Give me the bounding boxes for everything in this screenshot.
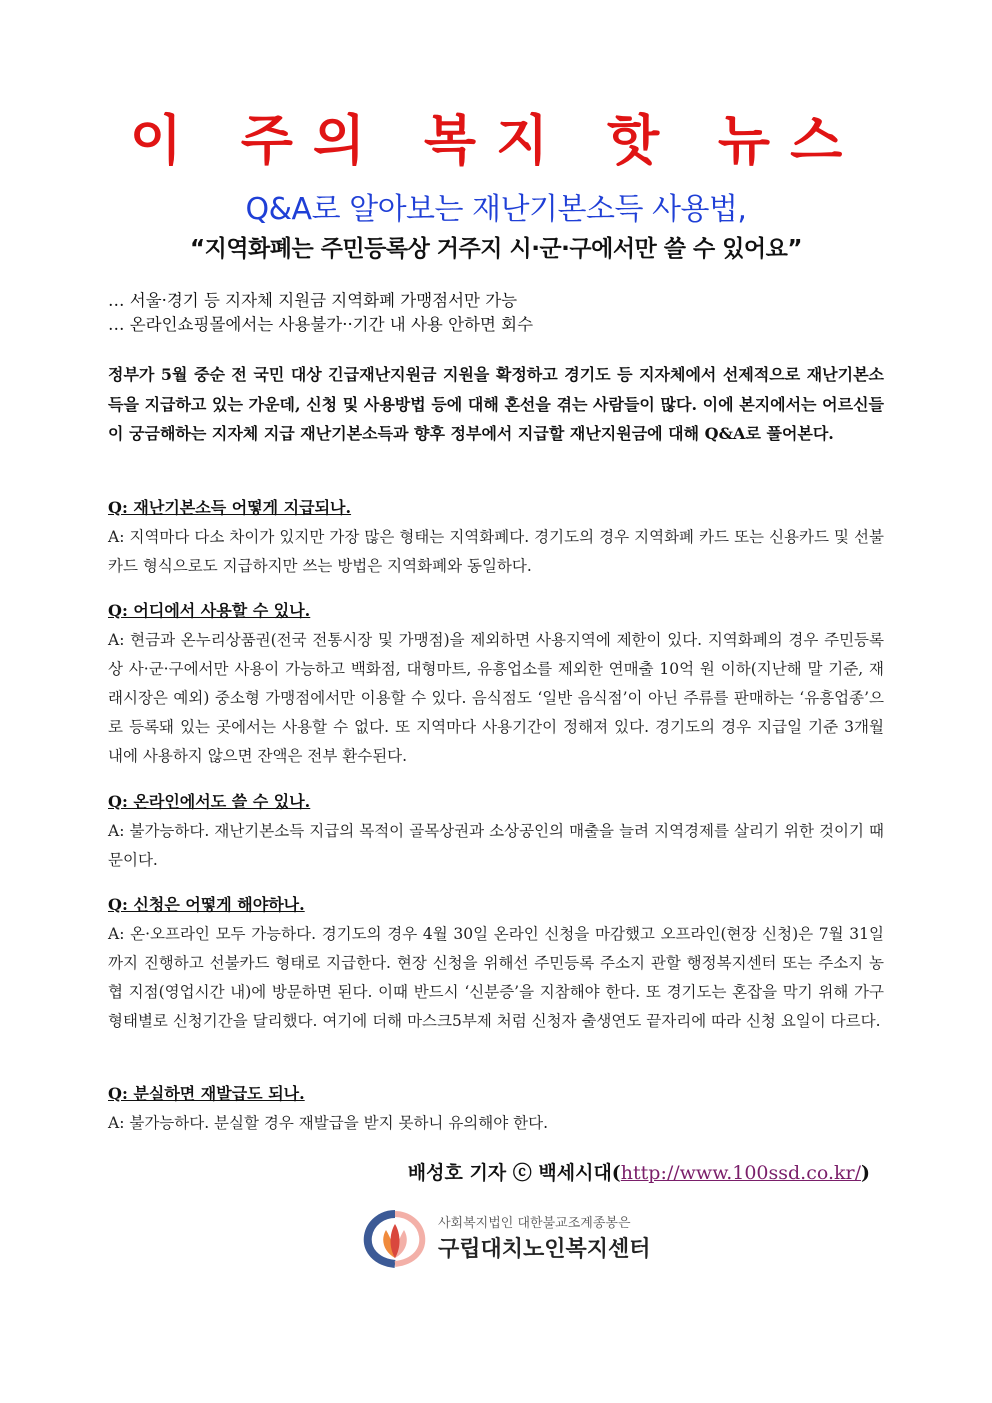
lotus-logo-icon — [362, 1208, 428, 1268]
answer: A: 불가능하다. 분실할 경우 재발급을 받지 못하니 유의해야 한다. — [108, 1114, 549, 1132]
answer: A: 불가능하다. 재난기본소득 지급의 목적이 골목상권과 소상공인의 매출을 늘려 지역경제를 살리기 위한 것이기 때문이다. — [108, 822, 884, 869]
lead-paragraph: 정부가 5월 중순 전 국민 대상 긴급재난지원금 지원을 확정하고 경기도 등 지자체에서 선제적으로 재난기본소득을 지급하고 있는 가운데, 신청 및 사용방법 등에 대해 혼선을 겪는 사람들이 많다. 이에 본지에서는 어르신들이 궁금해하는 지자체 지급 재난기본소득과 향후 정부에서 지급할 재난지원금에 대해 Q&A로 풀어본다. — [108, 365, 884, 443]
question: Q: 재난기본소득 어떻게 지급되나. — [108, 498, 352, 517]
qa-item — [108, 892, 884, 1036]
article-headline: Q&A로 알아보는 재난기본소득 사용법, — [245, 192, 747, 227]
qa-item — [108, 1081, 884, 1138]
answer: A: 온·오프라인 모두 가능하다. 경기도의 경우 4월 30일 온라인 신청을 마감했고 오프라인(현장 신청)은 7월 31일까지 진행하고 선불카드 형태로 지급한다. 현장 신청을 위해선 주민등록 주소지 관할 행정복지센터 또는 주소지 농협 지점(영업시간 내)에 방문하면 된다. 이때 반드시 ‘신분증’을 지참해야 한다. 또 경기도는 혼잡을 막기 위해 가구형태별로 신청기간을 달리했다. 여기에 더해 마스크5부제 처럼 신청자 출생연도 끝자리에 따라 신청 요일이 다르다. — [108, 925, 884, 1030]
byline-close: ) — [861, 1162, 870, 1184]
summary-bullets — [108, 289, 888, 337]
answer: A: 현금과 온누리상품권(전국 전통시장 및 가맹점)을 제외하면 사용지역에 제한이 있다. 지역화폐의 경우 주민등록상 사·군·구에서만 사용이 가능하고 백화점, 대형마트, 유흥업소를 제외한 연매출 10억 원 이하(지난해 말 기준, 재래시장은 예외) 중소형 가맹점에서만 이용할 수 있다. 음식점도 ‘일반 음식점’이 아닌 주류를 판매하는 ‘유흥업종’으로 등록돼 있는 곳에서는 사용할 수 없다. 또 지역마다 사용기간이 정해져 있다. 경기도의 경우 지급일 기준 3개월 내에 사용하지 않으면 잔액은 전부 환수된다. — [108, 631, 884, 765]
qa-item — [108, 495, 884, 581]
question: Q: 어디에서 사용할 수 있나. — [108, 601, 311, 620]
summary-bullet: … 서울·경기 등 지자체 지원금 지역화폐 가맹점서만 가능 — [108, 291, 518, 310]
logo-name: 구립대치노인복지센터 — [438, 1237, 651, 1262]
qa-item — [108, 598, 884, 771]
center-logo — [362, 1208, 652, 1268]
question: Q: 신청은 어떻게 해야하나. — [108, 895, 305, 914]
answer: A: 지역마다 다소 차이가 있지만 가장 많은 형태는 지역화폐다. 경기도의 경우 지역화폐 카드 또는 신용카드 및 선불카드 형식으로도 지급하지만 쓰는 방법은 지역화폐와 동일하다. — [108, 528, 884, 575]
byline-text: 배성호 기자 ⓒ 백세시대( — [407, 1162, 621, 1184]
logo-subtext: 사회복지법인 대한불교조계종봉은 — [438, 1216, 631, 1231]
source-link[interactable]: http://www.100ssd.co.kr/ — [620, 1162, 861, 1184]
summary-bullet: … 온라인쇼핑몰에서는 사용불가··기간 내 사용 안하면 회수 — [108, 315, 534, 334]
qa-item — [108, 789, 884, 875]
article-subheadline: “지역화폐는 주민등록상 거주지 시·군·구에서만 쓸 수 있어요” — [190, 236, 802, 262]
question: Q: 온라인에서도 쓸 수 있나. — [108, 792, 311, 811]
question: Q: 분실하면 재발급도 되나. — [108, 1084, 305, 1103]
page-title: 이 주의 복지 핫 뉴스 — [129, 109, 863, 172]
byline — [408, 1158, 870, 1185]
